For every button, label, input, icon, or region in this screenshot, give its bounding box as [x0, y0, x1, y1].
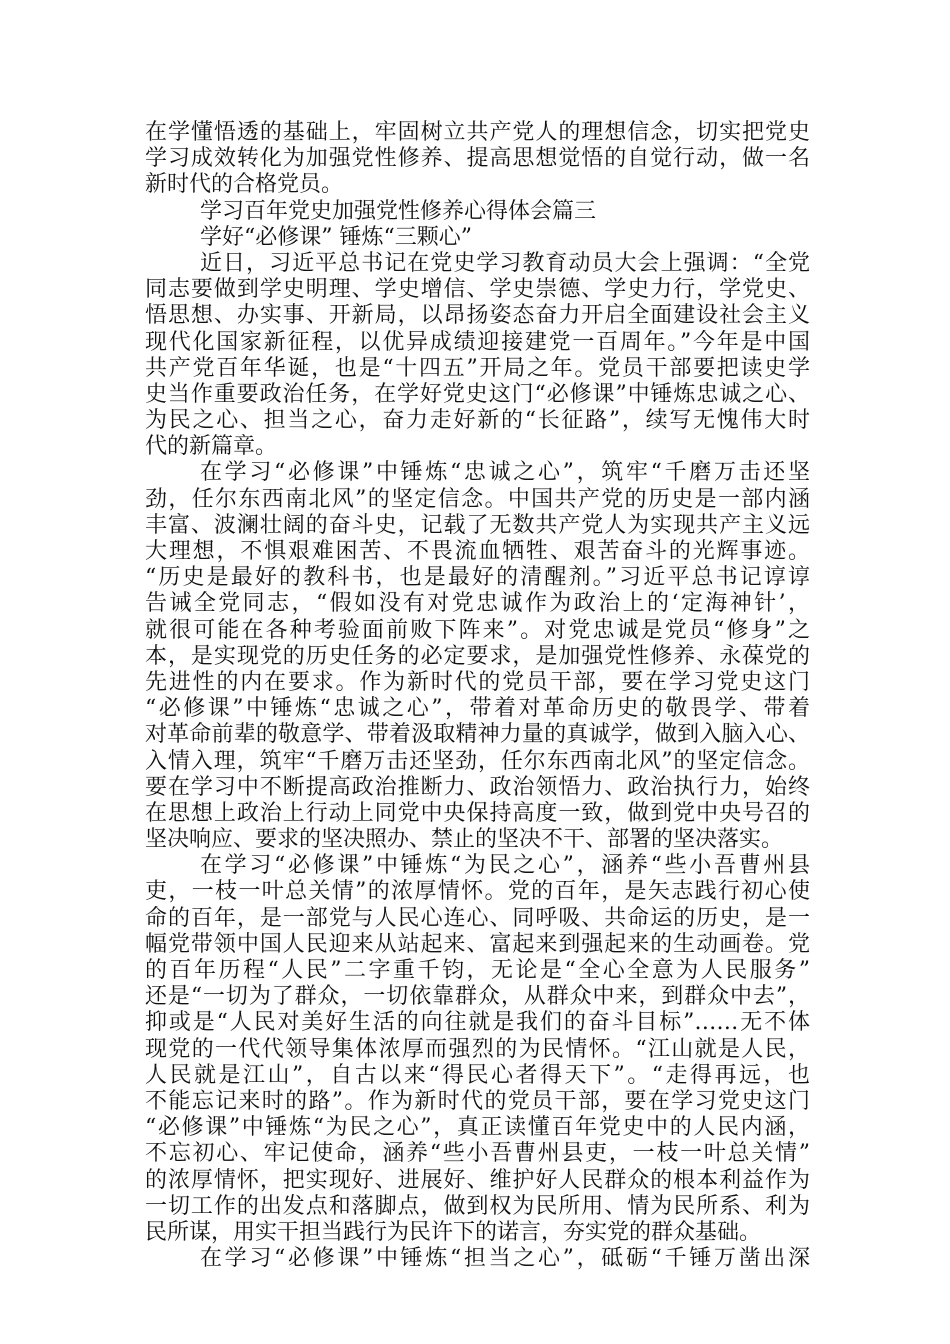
text-line: 学习成效转化为加强党性修养、提高思想觉悟的自觉行动，做一名 — [145, 146, 810, 172]
text-line: 命的百年，是一部党与人民心连心、同呼吸、共命运的历史，是一 — [145, 905, 810, 931]
text-line: 坚决响应、要求的坚决照办、禁止的坚决不干、部署的坚决落实。 — [145, 827, 784, 853]
text-line: 近日，习近平总书记在党史学习教育动员大会上强调：“全党 — [200, 250, 810, 276]
paragraph — [145, 120, 810, 199]
text-line: “历史是最好的教科书，也是最好的清醒剂。”习近平总书记谆谆 — [145, 565, 810, 591]
text-line: 抑或是“人民对美好生活的向往就是我们的奋斗目标”……无不体 — [145, 1010, 810, 1036]
text-line: 在学懂悟透的基础上，牢固树立共产党人的理想信念，切实把党史 — [145, 120, 810, 145]
text-line: 一切工作的出发点和落脚点，做到权为民所用、情为民所系、利为 — [145, 1193, 810, 1219]
paragraph — [145, 853, 810, 1246]
section-title — [145, 199, 810, 225]
paragraph — [145, 1246, 810, 1272]
text-line: 的百年历程“人民”二字重千钧，无论是“全心全意为人民服务” — [145, 958, 810, 983]
text-line: 在学习“必修课”中锤炼“为民之心”，涵养“些小吾曹州县 — [200, 853, 810, 879]
text-line: 在学习“必修课”中锤炼“担当之心”，砥砺“千锤万凿出深 — [200, 1246, 810, 1272]
text-line: 还是“一切为了群众，一切依靠群众，从群众中来，到群众中去”， — [145, 984, 810, 1010]
text-line: 告诫全党同志，“假如没有对党忠诚作为政治上的‘定海神针’， — [145, 591, 810, 617]
text-line: “必修课”中锤炼“忠诚之心”，带着对革命历史的敬畏学、带着 — [145, 696, 810, 722]
text-line: 学习百年党史加强党性修养心得体会篇三 — [200, 198, 597, 224]
text-line: 吏，一枝一叶总关情”的浓厚情怀。党的百年，是矢志践行初心使 — [145, 879, 810, 905]
text-line: 史当作重要政治任务，在学好党史这门“必修课”中锤炼忠诚之心、 — [145, 381, 810, 407]
text-line: 不能忘记来时的路”。作为新时代的党员干部，要在学习党史这门 — [145, 1088, 810, 1114]
text-line: 在思想上政治上行动上同党中央保持高度一致，做到党中央号召的 — [145, 800, 810, 826]
text-line: 入情入理，筑牢“千磨万击还坚劲，任尔东西南北风”的坚定信念。 — [145, 748, 810, 774]
text-line: 为民之心、担当之心，奋力走好新的“长征路”，续写无愧伟大时 — [145, 408, 810, 434]
text-line: 本，是实现党的历史任务的必定要求，是加强党性修养、永葆党的 — [145, 643, 810, 669]
paragraph — [145, 460, 810, 853]
text-line: 对革命前辈的敬意学、带着汲取精神力量的真诚学，做到入脑入心、 — [145, 722, 810, 748]
text-line: 就很可能在各种考验面前败下阵来”。对党忠诚是党员“修身”之 — [145, 617, 810, 643]
text-line: “必修课”中锤炼“为民之心”，真正读懂百年党史中的人民内涵， — [145, 1115, 810, 1141]
text-line: 先进性的内在要求。作为新时代的党员干部，要在学习党史这门 — [145, 669, 810, 695]
text-line: 共产党百年华诞，也是“十四五”开局之年。党员干部要把读史学 — [145, 355, 810, 381]
text-line: 丰富、波澜壮阔的奋斗史，记载了无数共产党人为实现共产主义远 — [145, 512, 810, 538]
text-line: 幅党带领中国人民迎来从站起来、富起来到强起来的生动画卷。党 — [145, 931, 810, 957]
text-line: 在学习“必修课”中锤炼“忠诚之心”，筑牢“千磨万击还坚 — [200, 460, 810, 486]
text-line: 人民就是江山”，自古以来“得民心者得天下”。“走得再远，也 — [145, 1062, 810, 1088]
text-line: 现党的一代代领导集体浓厚而强烈的为民情怀。“江山就是人民， — [145, 1036, 810, 1062]
text-line: 现代化国家新征程，以优异成绩迎接建党一百周年。”今年是中国 — [145, 329, 810, 355]
text-line: 劲，任尔东西南北风”的坚定信念。中国共产党的历史是一部内涵 — [145, 486, 810, 512]
text-line: 民所谋，用实干担当践行为民许下的诺言，夯实党的群众基础。 — [145, 1219, 762, 1245]
text-line: 大理想，不惧艰难困苦、不畏流血牺牲、艰苦奋斗的光辉事迹。 — [145, 539, 810, 564]
text-line: 要在学习中不断提高政治推断力、政治领悟力、政治执行力，始终 — [145, 774, 810, 800]
text-line: 悟思想、办实事、开新局，以昂扬姿态奋力开启全面建设社会主义 — [145, 303, 810, 329]
text-line: 学好“必修课” 锤炼“三颗心” — [200, 224, 472, 250]
section-subtitle — [145, 225, 810, 251]
text-line: 的浓厚情怀，把实现好、进展好、维护好人民群众的根本利益作为 — [145, 1167, 810, 1193]
text-line: 代的新篇章。 — [145, 434, 278, 460]
paragraph — [145, 251, 810, 461]
document-page — [145, 120, 810, 1272]
text-line: 同志要做到学史明理、学史增信、学史崇德、学史力行，学党史、 — [145, 277, 810, 303]
text-line: 不忘初心、牢记使命，涵养“些小吾曹州县吏，一枝一叶总关情” — [145, 1141, 810, 1167]
text-line: 新时代的合格党员。 — [145, 172, 344, 198]
